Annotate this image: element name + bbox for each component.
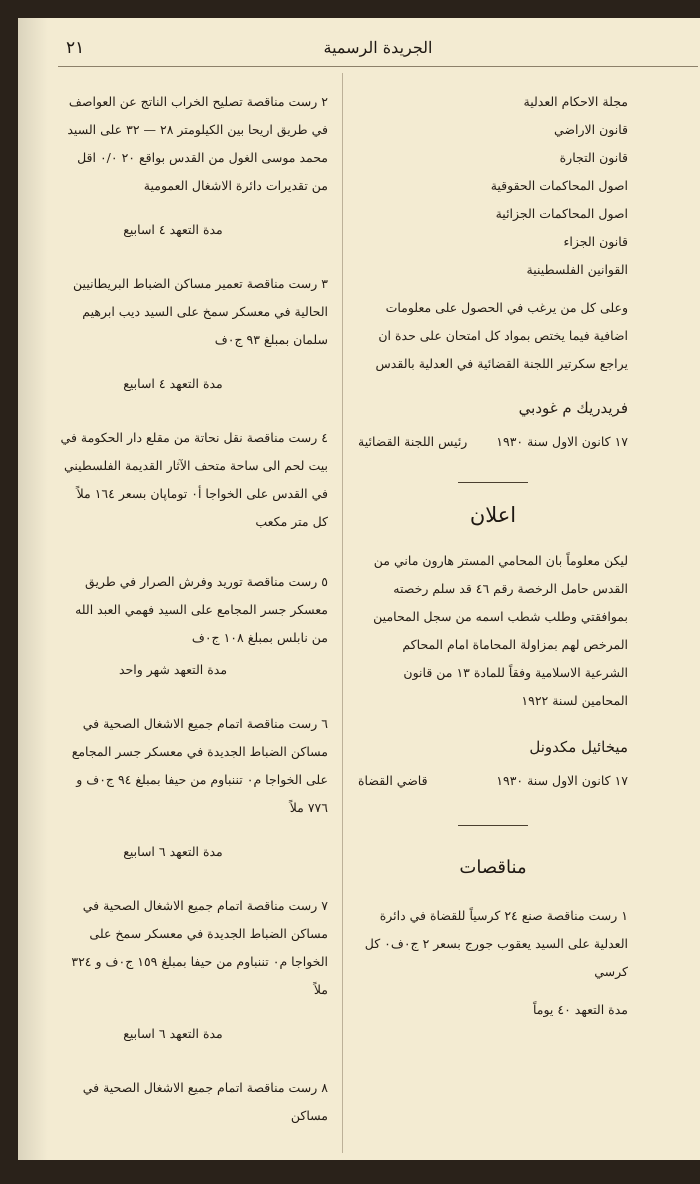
law-item: قانون التجارة	[559, 150, 628, 165]
law-item: مجلة الاحكام العدلية	[523, 94, 628, 109]
right-column	[358, 88, 628, 1024]
info-paragraph: وعلى كل من يرغب في الحصول على معلومات اضافية فيما يختص بمواد كل امتحان على حدة ان يراجع سكرتير اللجنة القضائية في العدلية بالقدس	[375, 300, 628, 371]
judge-name: ميخائيل مكدونل	[529, 738, 628, 756]
tender-item: ٥ رست مناقصة توريد وفرش الصرار في طريق معسكر جسر المجامع على السيد فهمي العبد الله من نابلس بمبلغ ١٠٨ ج٠ف	[75, 574, 328, 645]
announcement-text: ليكن معلوماً بان المحامي المستر هارون ماني من القدس حامل الرخصة رقم ٤٦ قد سلم رخصته بموافقتي وطلب شطب اسمه من سجل المحامين المرخص لهم بمزاولة المحاماة امام المحاكم الشرعية الاسلامية وفقاً للمادة ١٣ من قانون المحامين لسنة ١٩٢٢	[373, 553, 628, 708]
section-separator	[458, 482, 528, 483]
tender-item: ١ رست مناقصة صنع ٢٤ كرسياً للقضاة في دائرة العدلية على السيد يعقوب جورج بسعر ٢ ج٠ف٠ كل كرسي	[364, 908, 628, 979]
tender-item: ٨ رست مناقصة اتمام جميع الاشغال الصحية في مساكن	[82, 1080, 328, 1123]
law-item: قانون الاراضي	[553, 122, 628, 137]
gazette-title: الجريدة الرسمية	[323, 38, 433, 57]
section-separator	[458, 825, 528, 826]
law-item: القوانين الفلسطينية	[526, 262, 628, 277]
tender-duration: مدة التعهد شهر واحد	[118, 662, 228, 677]
tender-item: ٧ رست مناقصة اتمام جميع الاشغال الصحية في مساكن الضباط الجديدة في معسكر سمخ على الخواجا م٠ تننباوم من حيفا بمبلغ ١٥٩ ج٠ف و ٣٢٤ ملاً	[71, 898, 328, 997]
header-rule	[58, 66, 698, 67]
tender-item: ٣ رست مناقصة تعمير مساكن الضباط البريطانيين الحالية في معسكر سمخ على السيد ديب ابرهيم سلمان بمبلغ ٩٣ ج٠ف	[73, 276, 328, 347]
tender-item: ٦ رست مناقصة اتمام جميع الاشغال الصحية في مساكن الضباط الجديدة في معسكر جسر المجامع على الخواجا م٠ تننباوم من حيفا بمبلغ ٩٤ ج٠ف و ٧٧٦ ملاً	[71, 716, 328, 815]
tender-duration: مدة التعهد ٦ اسابيع	[123, 844, 223, 859]
left-column	[58, 88, 328, 1130]
signatory-title: رئيس اللجنة القضائية	[358, 434, 468, 449]
announcement-heading: اعلان	[469, 503, 517, 527]
column-divider	[342, 73, 343, 1153]
judge-title: قاضي القضاة	[358, 773, 428, 788]
law-item: قانون الجزاء	[563, 234, 628, 249]
gazette-page	[18, 18, 700, 1160]
tender-item: ٢ رست مناقصة تصليح الخراب الناتج عن العواصف في طريق اريحا بين الكيلومتر ٢٨ — ٣٢ على السيد محمد موسى الغول من القدس بواقع ٢٠ ٠/٠ اقل من تقديرات دائرة الاشغال العمومية	[67, 94, 328, 193]
tender-duration: مدة التعهد ٤ اسابيع	[123, 222, 223, 237]
spacer	[58, 536, 328, 558]
law-item: اصول المحاكمات الحقوقية	[490, 178, 628, 193]
tender-duration: مدة التعهد ٤ اسابيع	[123, 376, 223, 391]
law-item: اصول المحاكمات الجزائية	[495, 206, 628, 221]
tender-duration: مدة التعهد ٤٠ يوماً	[532, 1002, 628, 1017]
tender-item: ٤ رست مناقصة نقل نحاتة من مقلع دار الحكومة في بيت لحم الى ساحة متحف الآثار القديمة الفلسطيني في القدس على الخواجا أ٠ توماپان بسعر ١٦٤ ملاً كل متر مكعب	[60, 430, 328, 529]
judge-date: ١٧ كانون الاول سنة ١٩٣٠	[496, 773, 628, 788]
tenders-heading: مناقصات	[459, 857, 527, 878]
page-fold-shadow	[18, 18, 48, 1160]
laws-list	[358, 88, 628, 284]
signatory-row	[358, 428, 628, 456]
signatory-name: فريدريك م غودبي	[518, 399, 628, 417]
signatory-date: ١٧ كانون الاول سنة ١٩٣٠	[496, 434, 628, 449]
tender-duration: مدة التعهد ٦ اسابيع	[123, 1026, 223, 1041]
judge-row	[358, 767, 628, 795]
page-number: ٢١	[66, 38, 85, 58]
